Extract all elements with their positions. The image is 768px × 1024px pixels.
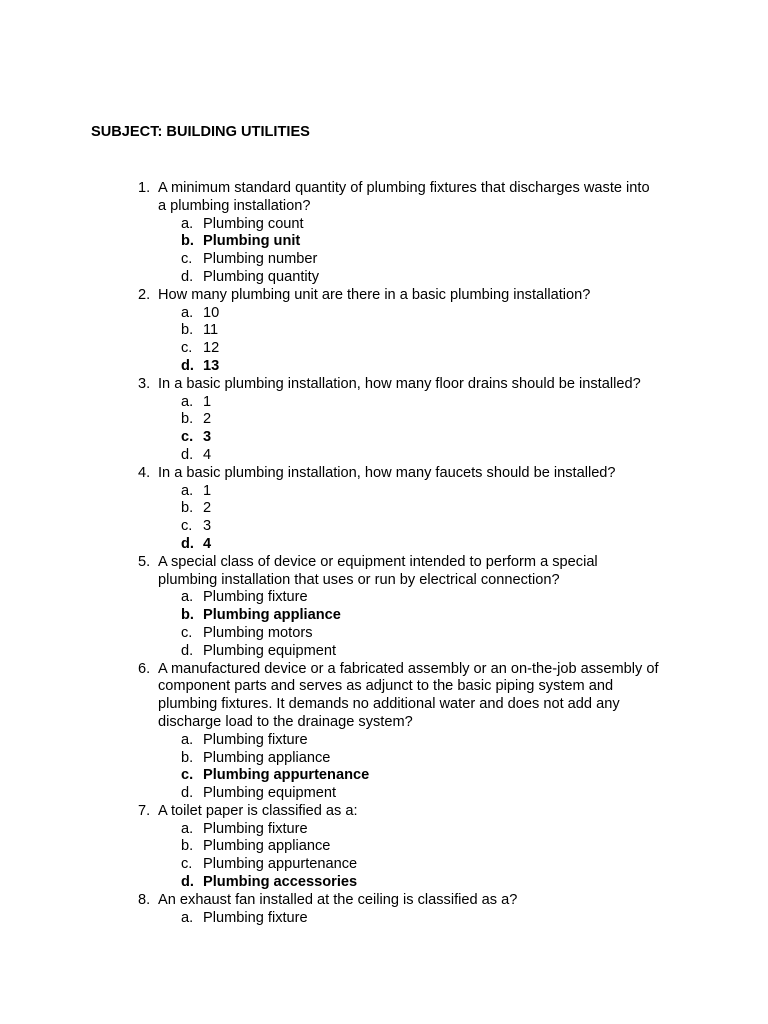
question-number-cell bbox=[0, 554, 158, 572]
question-number-cell bbox=[0, 180, 158, 198]
question-5 bbox=[0, 554, 768, 661]
option-text: 2 bbox=[203, 500, 212, 517]
question-text: plumbing fixtures. It demands no additional water and does not add any bbox=[158, 696, 620, 713]
answer-option-correct bbox=[0, 767, 768, 785]
answer-option bbox=[0, 732, 768, 750]
option-text: Plumbing count bbox=[203, 215, 304, 232]
answer-option-correct bbox=[0, 536, 768, 554]
option-letter: d. bbox=[181, 268, 194, 285]
option-text: Plumbing motors bbox=[203, 624, 313, 641]
question-number: 5. bbox=[138, 553, 151, 570]
question-number-cell bbox=[0, 696, 158, 714]
option-text: Plumbing equipment bbox=[203, 642, 337, 659]
option-text: Plumbing quantity bbox=[203, 268, 320, 285]
answer-option-correct bbox=[0, 233, 768, 251]
question-line bbox=[0, 180, 768, 198]
option-text: 4 bbox=[203, 535, 212, 552]
question-3 bbox=[0, 376, 768, 465]
option-letter: c. bbox=[181, 856, 193, 873]
question-text: a plumbing installation? bbox=[158, 197, 311, 214]
option-letter: c. bbox=[181, 624, 193, 641]
answer-option bbox=[0, 856, 768, 874]
option-letter: a. bbox=[181, 304, 194, 321]
question-number-cell bbox=[0, 803, 158, 821]
option-letter: c. bbox=[181, 767, 194, 784]
option-text: Plumbing appurtenance bbox=[203, 856, 358, 873]
question-text: How many plumbing unit are there in a basic plumbing installation? bbox=[158, 286, 591, 303]
option-text: Plumbing appurtenance bbox=[203, 767, 370, 784]
question-1 bbox=[0, 180, 768, 287]
option-text: Plumbing appliance bbox=[203, 749, 331, 766]
option-letter: a. bbox=[181, 482, 194, 499]
answer-option bbox=[0, 447, 768, 465]
option-letter: a. bbox=[181, 820, 194, 837]
question-line bbox=[0, 678, 768, 696]
answer-option bbox=[0, 483, 768, 501]
question-line bbox=[0, 661, 768, 679]
option-text: Plumbing fixture bbox=[203, 731, 308, 748]
question-text: plumbing installation that uses or run by electrical connection? bbox=[158, 571, 560, 588]
option-letter: d. bbox=[181, 357, 194, 374]
option-text: 4 bbox=[203, 446, 212, 463]
question-text: discharge load to the drainage system? bbox=[158, 713, 413, 730]
question-6 bbox=[0, 661, 768, 803]
option-text: Plumbing number bbox=[203, 251, 318, 268]
answer-option bbox=[0, 838, 768, 856]
question-line bbox=[0, 892, 768, 910]
answer-option bbox=[0, 216, 768, 234]
option-letter: b. bbox=[181, 749, 194, 766]
question-line bbox=[0, 714, 768, 732]
question-text: component parts and serves as adjunct to the basic piping system and bbox=[158, 678, 614, 695]
question-number-cell bbox=[0, 198, 158, 216]
answer-option-correct bbox=[0, 358, 768, 376]
answer-option bbox=[0, 269, 768, 287]
option-text: Plumbing appliance bbox=[203, 838, 331, 855]
answer-option bbox=[0, 394, 768, 412]
option-letter: d. bbox=[181, 642, 194, 659]
option-letter: d. bbox=[181, 446, 194, 463]
option-letter: b. bbox=[181, 500, 194, 517]
subject-heading: SUBJECT: BUILDING UTILITIES bbox=[91, 124, 310, 140]
question-number-cell bbox=[0, 661, 158, 679]
option-text: Plumbing appliance bbox=[203, 607, 341, 624]
question-number: 3. bbox=[138, 375, 151, 392]
answer-option bbox=[0, 305, 768, 323]
option-text: Plumbing accessories bbox=[203, 874, 358, 891]
question-line bbox=[0, 554, 768, 572]
question-text: A minimum standard quantity of plumbing fixtures that discharges waste into bbox=[158, 180, 650, 196]
question-number: 6. bbox=[138, 660, 151, 677]
option-text: 3 bbox=[203, 518, 212, 535]
option-text: 3 bbox=[203, 429, 212, 446]
question-line bbox=[0, 465, 768, 483]
answer-option bbox=[0, 340, 768, 358]
option-letter: c. bbox=[181, 518, 193, 535]
option-letter: a. bbox=[181, 215, 194, 232]
question-text: An exhaust fan installed at the ceiling is classified as a? bbox=[158, 891, 518, 908]
question-number: 7. bbox=[138, 802, 151, 819]
question-line bbox=[0, 803, 768, 821]
option-letter: b. bbox=[181, 322, 194, 339]
option-text: 12 bbox=[203, 340, 220, 357]
question-2 bbox=[0, 287, 768, 376]
question-number: 2. bbox=[138, 286, 151, 303]
question-4 bbox=[0, 465, 768, 554]
question-number-cell bbox=[0, 678, 158, 696]
option-text: Plumbing fixture bbox=[203, 909, 308, 926]
option-letter: b. bbox=[181, 233, 194, 250]
question-number-cell bbox=[0, 465, 158, 483]
answer-option bbox=[0, 500, 768, 518]
option-letter: a. bbox=[181, 393, 194, 410]
option-letter: b. bbox=[181, 607, 194, 624]
question-line bbox=[0, 376, 768, 394]
answer-option bbox=[0, 589, 768, 607]
question-line bbox=[0, 198, 768, 216]
answer-option bbox=[0, 251, 768, 269]
question-number: 8. bbox=[138, 891, 151, 908]
question-8 bbox=[0, 892, 768, 928]
option-text: 2 bbox=[203, 411, 212, 428]
question-number-cell bbox=[0, 892, 158, 910]
answer-option bbox=[0, 411, 768, 429]
answer-option bbox=[0, 643, 768, 661]
option-letter: c. bbox=[181, 429, 194, 446]
answer-option bbox=[0, 910, 768, 928]
option-text: 1 bbox=[203, 482, 212, 499]
question-text: A special class of device or equipment intended to perform a special bbox=[158, 553, 598, 570]
question-number: 1. bbox=[138, 180, 151, 196]
question-text: A manufactured device or a fabricated assembly or an on-the-job assembly of bbox=[158, 660, 659, 677]
option-letter: b. bbox=[181, 411, 194, 428]
question-line bbox=[0, 696, 768, 714]
answer-option-correct bbox=[0, 607, 768, 625]
question-text: In a basic plumbing installation, how many floor drains should be installed? bbox=[158, 375, 641, 392]
question-number-cell bbox=[0, 714, 158, 732]
answer-option bbox=[0, 518, 768, 536]
option-letter: d. bbox=[181, 785, 194, 802]
option-letter: a. bbox=[181, 731, 194, 748]
option-text: 13 bbox=[203, 357, 220, 374]
answer-option-correct bbox=[0, 429, 768, 447]
question-line bbox=[0, 287, 768, 305]
option-letter: a. bbox=[181, 589, 194, 606]
answer-option bbox=[0, 322, 768, 340]
option-letter: d. bbox=[181, 535, 194, 552]
option-text: Plumbing unit bbox=[203, 233, 301, 250]
option-letter: b. bbox=[181, 838, 194, 855]
question-number-cell bbox=[0, 572, 158, 590]
question-text: A toilet paper is classified as a: bbox=[158, 802, 358, 819]
question-number: 4. bbox=[138, 464, 151, 481]
option-text: Plumbing equipment bbox=[203, 785, 337, 802]
option-text: 1 bbox=[203, 393, 212, 410]
option-letter: a. bbox=[181, 909, 194, 926]
question-list bbox=[0, 180, 768, 927]
answer-option-correct bbox=[0, 874, 768, 892]
answer-option bbox=[0, 821, 768, 839]
answer-option bbox=[0, 785, 768, 803]
option-letter: c. bbox=[181, 251, 193, 268]
answer-option bbox=[0, 625, 768, 643]
question-number-cell bbox=[0, 287, 158, 305]
question-text: In a basic plumbing installation, how many faucets should be installed? bbox=[158, 464, 616, 481]
option-text: 11 bbox=[203, 322, 219, 339]
option-text: Plumbing fixture bbox=[203, 820, 308, 837]
question-7 bbox=[0, 803, 768, 892]
answer-option bbox=[0, 750, 768, 768]
option-letter: d. bbox=[181, 874, 194, 891]
question-line bbox=[0, 572, 768, 590]
option-letter: c. bbox=[181, 340, 193, 357]
question-number-cell bbox=[0, 376, 158, 394]
option-text: Plumbing fixture bbox=[203, 589, 308, 606]
option-text: 10 bbox=[203, 304, 220, 321]
